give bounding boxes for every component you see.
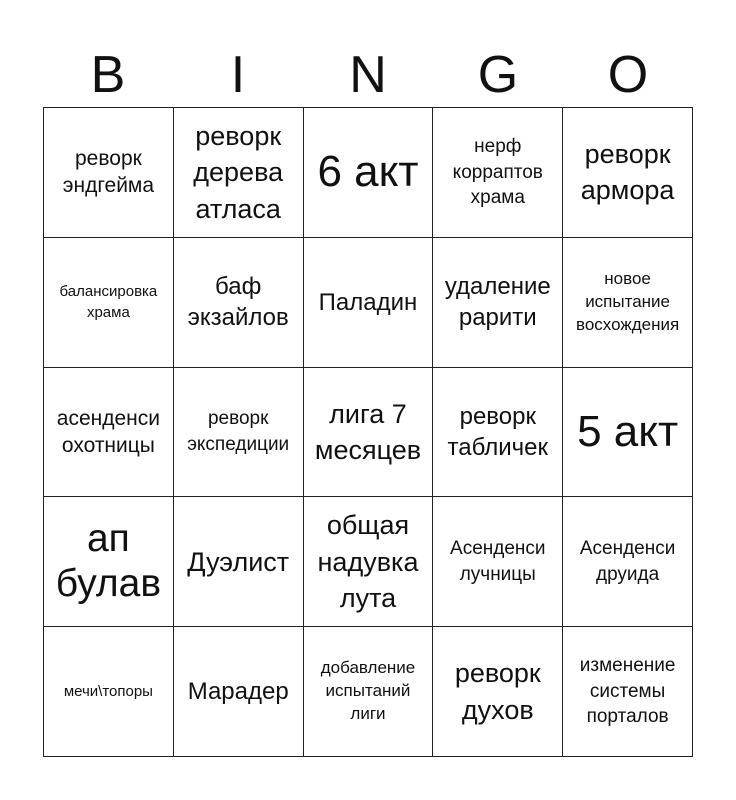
cell-label: общая надувка лута [317,510,419,613]
cell-label: удаление рарити [444,273,551,332]
bingo-cell-5-4[interactable] [433,627,563,757]
header-letter-n: N [349,46,387,104]
cell-label: Дуэлист [187,546,290,577]
bingo-cell-4-3[interactable] [304,497,434,627]
bingo-cell-1-4[interactable] [433,108,563,238]
cell-label: реворк дерева атласа [193,120,284,224]
cell-label: 6 акт [317,147,419,197]
cell-label: 5 акт [577,406,679,456]
bingo-cell-1-5[interactable] [563,108,693,238]
cell-label: балансировка храма [59,283,158,322]
bingo-cell-2-4[interactable] [433,238,563,368]
cell-label: добавление испытаний лиги [320,658,416,724]
cell-label: реворк экспедиции [187,408,290,455]
cell-label: мечи\топоры [63,683,153,701]
bingo-cell-5-2[interactable] [174,627,304,757]
cell-label: реворк эндгейма [62,147,155,198]
bingo-header [43,44,693,106]
cell-label: лига 7 месяцев [314,398,422,465]
cell-label: реворк духов [454,658,541,725]
bingo-cell-5-1[interactable] [44,627,174,757]
bingo-cell-5-3[interactable] [304,627,434,757]
cell-label: изменение системы порталов [579,655,676,728]
bingo-cell-2-1[interactable] [44,238,174,368]
cell-label: баф экзайлов [187,273,289,332]
bingo-cell-3-1[interactable] [44,368,174,498]
cell-label: Марадер [187,678,289,705]
cell-label: Асенденси друида [579,538,676,585]
bingo-cell-3-4[interactable] [433,368,563,498]
bingo-cell-4-4[interactable] [433,497,563,627]
cell-label: нерф корраптов храма [452,135,543,209]
bingo-cell-1-1[interactable] [44,108,174,238]
cell-label: Асенденси лучницы [450,538,546,585]
bingo-cell-4-1[interactable] [44,497,174,627]
cell-label: ап булав [55,516,162,605]
bingo-cell-1-2[interactable] [174,108,304,238]
header-letter-g: G [477,46,519,104]
header-letter-b: B [90,46,126,104]
bingo-cell-2-5[interactable] [563,238,693,368]
bingo-cell-2-3[interactable] [304,238,434,368]
bingo-cell-2-2[interactable] [174,238,304,368]
bingo-cell-4-2[interactable] [174,497,304,627]
bingo-cell-4-5[interactable] [563,497,693,627]
cell-label: асенденси охотницы [56,406,160,457]
header-letter-i: I [230,46,246,104]
bingo-cell-3-2[interactable] [174,368,304,498]
cell-label: новое испытание восхождения [575,268,680,334]
bingo-cell-5-5[interactable] [563,627,693,757]
bingo-cell-3-3[interactable] [304,368,434,498]
header-letter-o: O [607,46,649,104]
bingo-board [43,107,693,757]
bingo-cell-1-3[interactable] [304,108,434,238]
cell-label: реворк табличек [447,402,549,461]
cell-label: реворк армора [580,138,675,206]
bingo-cell-3-5[interactable] [563,368,693,498]
cell-label: Паладин [318,288,418,316]
